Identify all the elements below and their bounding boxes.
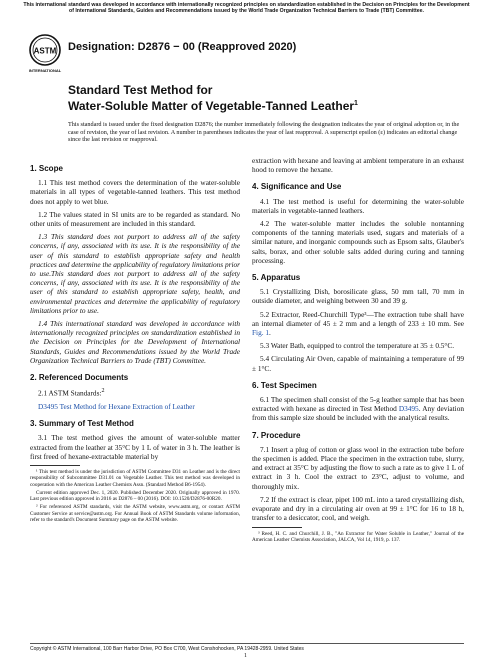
ref-d3495-link[interactable]: D3495: [398, 404, 419, 414]
left-column: [30, 156, 240, 525]
section-procedure-heading: 7. Procedure: [252, 430, 301, 440]
para-3-1: 3.1 The test method gives the amount of water-soluble matter extracted from the leather at 35°C by 1 L of water in 3 h. The leather is first freed of hexane-extractable material by: [30, 433, 240, 461]
para-5-4: 5.4 Circulating Air Oven, capable of maintaining a temperature of 99 ± 1°C.: [252, 354, 464, 373]
section-specimen-heading: 6. Test Specimen: [252, 380, 317, 390]
footnote-divider-right: [252, 527, 302, 528]
title-line-2: Water-Soluble Matter of Vegetable-Tanned Leather$^1$: [68, 99, 358, 113]
para-3-1-cont: extraction with hexane and leaving at ambient temperature in an exhaust hood to remove the hexane.: [252, 156, 464, 175]
ref-d3495[interactable]: [38, 402, 240, 411]
para-5-2: 5.2 Extractor, Reed-Churchill Type³—The extraction tube shall have an internal diameter of 45 ± 2 mm and a length of 233 ± 10 mm. See Fig. 1.: [252, 309, 464, 338]
footnote-1-edition: Current edition approved Dec. 1, 2020. Published December 2020. Originally approved in 1970. Last previous edition approved in 2016 as D2876 – 00 (2016). DOI: 10.1520/D2876-00R20.: [30, 489, 240, 503]
para-1-2: 1.2 The values stated in SI units are to be regarded as standard. No other units of measurement are included in this standard.: [30, 209, 240, 229]
para-4-2: 4.2 The water-soluble matter includes the soluble nontanning components of the tanning materials used, sugars and materials of a similar nature, and inorganic compounds such as Epsom salts, Glauber's salts, borax, and other soluble salts added during curing and tanning processing.: [252, 219, 464, 265]
para-7-2: 7.2 If the extract is clear, pipet 100 mL into a tared crystallizing dish, evaporate and dry in a circulating air oven at 99 ± 1°C for 16 to 18 h, transfer to a desiccator, cool, and weigh.: [252, 494, 464, 523]
footer-divider: [30, 643, 464, 644]
para-2-1: 2.1 ASTM Standards:$^2$: [38, 388, 105, 398]
para-7-1: 7.1 Insert a plug of cotton or glass wool in the extraction tube before the specimen is added. Place the specimen in the extraction tube, slurry, and extract at 35°C by adjusting the flow to such a rate as to give 1 L of extract in 3 h. Cool the extract to 23°C, adjust to volume, and thoroughly mix.: [252, 444, 464, 491]
standing-statement: This standard is issued under the fixed designation D2876; the number immediately following the designation indicates the year of original adoption or, in the case of revision, the year of last revision. A number in parentheses indicates the year of last reapproval. A superscript epsilon (ε) indicates an editorial change since the last revision or reapproval.: [68, 121, 460, 144]
astm-logo-icon: [28, 34, 62, 74]
page-number: 1: [244, 653, 247, 659]
svg-text:INTERNATIONAL: INTERNATIONAL: [28, 68, 62, 73]
para-1-1: 1.1 This test method covers the determination of the water-soluble materials in all types of vegetable-tanned leathers. This test method does not apply to wet blue.: [30, 178, 240, 206]
tbt-banner: This international standard was developed in accordance with internationally recognized principles on standardization established in the Decision on Principles for the Development of International Standards, Guides and Recommendations issued by the World Trade Organization Technical Barriers to Trade (TBT) Committee.: [23, 2, 470, 15]
document-title: [68, 83, 358, 113]
footnote-divider: [30, 465, 80, 466]
designation: Designation: D2876 − 00 (Reapproved 2020): [68, 41, 297, 53]
right-column: [252, 156, 464, 545]
para-5-3: 5.3 Water Bath, equipped to control the temperature at 35 ± 0.5°C.: [260, 341, 455, 351]
section-scope-heading: 1. Scope: [30, 164, 63, 173]
copyright-footer: Copyright © ASTM International, 100 Barr Harbor Drive, PO Box C700, West Conshohocken, PA 19428-2959. United States: [30, 646, 304, 652]
para-6-1: 6.1 The specimen shall consist of the 5-g leather sample that has been extracted with hexane as directed in Test Method D3495. Any deviation from this sample size should be included with the analytical results.: [252, 395, 465, 423]
section-summary-heading: 3. Summary of Test Method: [30, 419, 134, 429]
figure-1-link[interactable]: Fig. 1: [252, 328, 270, 338]
ref-code-link[interactable]: D3495: [38, 401, 58, 411]
section-referenced-heading: 2. Referenced Documents: [30, 373, 129, 383]
ref-title-link[interactable]: Test Method for Hexane Extraction of Leather: [59, 401, 195, 411]
para-1-3: 1.3 This standard does not purport to address all of the safety concerns, if any, associated with its use. It is the responsibility of the user of this standard to establish appropriate safety and health practices and determine the applicability of regulatory limitations prior to use.This standard does not purport to address all of the safety concerns, if any, associated with its use. It is the responsibility of the user of this standard to establish appropriate safety, health, and environmental practices and determine the applicability of regulatory limitations prior to use.: [30, 232, 240, 315]
footnote-1: ¹ This test method is under the jurisdiction of ASTM Committee D31 on Leather and is the direct responsibility of Subcommittee D31.01 on Vegetable Leather. This test method was developed in cooperation with the American Leather Chemists Assn. (Standard Method B6-1954).: [30, 468, 240, 488]
para-4-1: 4.1 The test method is useful for determining the water-soluble materials in vegetable-tanned leathers.: [252, 196, 464, 215]
para-5-1: 5.1 Crystallizing Dish, borosilicate glass, 50 mm tall, 70 mm in outside diameter, and weighing between 30 and 39 g.: [252, 287, 464, 306]
section-apparatus-heading: 5. Apparatus: [252, 273, 301, 283]
footnote-2: ² For referenced ASTM standards, visit the ASTM website, www.astm.org, or contact ASTM Customer Service at service@astm.org. For Annual Book of ASTM Standards volume information, refer to the standard's Document Summary page on the ASTM website.: [30, 504, 240, 523]
svg-text:ASTM: ASTM: [33, 46, 57, 56]
section-significance-heading: 4. Significance and Use: [252, 182, 342, 192]
title-line-1: Standard Test Method for: [68, 83, 213, 97]
footnote-3: ³ Reed, H. C. and Churchill, J. B., "An Extractor for Water Soluble in Leather," Journal of the American Leather Chemists Association, JALCA, Vol 14, 1919, p. 137.: [252, 530, 464, 543]
para-1-4: 1.4 This international standard was developed in accordance with internationally recognized principles on standardization established in the Decision on Principles for the Development of International Standards, Guides and Recommendations issued by the World Trade Organization Technical Barriers to Trade (TBT) Committee.: [30, 319, 240, 365]
